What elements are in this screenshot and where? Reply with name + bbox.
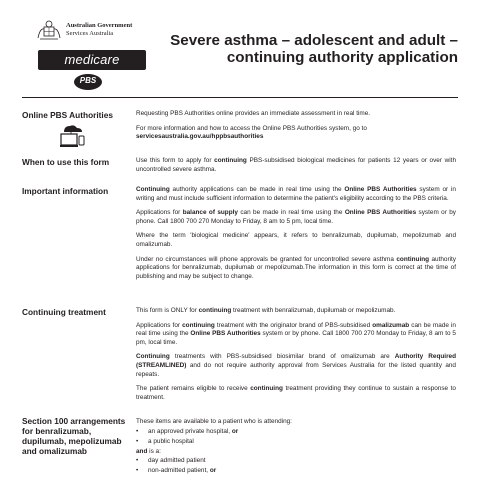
text-run: system or by phone. Call 1800 700 270 Monday to Friday, 8 am to 5 pm, local time. (136, 209, 456, 225)
text-run-bold: Continuing (136, 186, 170, 193)
text-run-bold: or (231, 427, 239, 435)
text-run-bold: continuing (250, 385, 283, 393)
heading-important-info: Important information (22, 186, 109, 196)
text-run: an approved private hospital, (148, 427, 232, 435)
list-item (136, 438, 456, 447)
text-run: treatment with the originator brand of PBS-subsidised (214, 321, 373, 329)
text-run-bold: balance of supply (182, 209, 238, 217)
text-run: treatment with benralizumab, dupilumab or mepolizumab. (231, 307, 396, 314)
medicare-logo-text: medicare (64, 52, 120, 67)
s100-and (136, 448, 456, 457)
text-run: can be made in real time using the (136, 321, 456, 338)
bullet-dot: • (136, 457, 139, 465)
text-run-bold: continuing (198, 307, 232, 314)
online-link[interactable]: servicesaustralia.gov.au/hppbsauthorities (136, 133, 264, 141)
text-run-bold: Online PBS Authorities (344, 209, 417, 217)
important-para-1 (136, 186, 456, 203)
text-run: Use this form to apply for (136, 157, 215, 164)
online-para-1: Requesting PBS Authorities online provides an immediate assessment in real time. (136, 110, 371, 117)
text-run: Under no circumstances will phone approvals be granted for uncontrolled severe asthma (136, 255, 397, 263)
text-run: treatment providing they continue to sustain a response to treatment. (136, 385, 456, 401)
government-wordmark (66, 22, 132, 38)
heading-online-pbs: Online PBS Authorities (22, 110, 113, 120)
text-run: a public hospital (148, 437, 194, 445)
text-run: day admitted patient (148, 457, 206, 465)
heading-when-to-use: When to use this form (22, 157, 110, 167)
text-run-bold: and (136, 447, 148, 455)
list-item (136, 428, 456, 437)
pbs-logo (74, 74, 102, 90)
text-run: can be made in real time using the (237, 209, 345, 217)
important-para-4 (136, 256, 456, 282)
text-run: Applications for (136, 321, 183, 329)
text-run: Applications for (136, 209, 183, 217)
section-s100-body (136, 418, 456, 478)
text-run-bold: or (209, 467, 217, 475)
text-run: treatments with PBS-subsidised biosimilar brand of omalizumab are (169, 353, 395, 361)
bullet-dot: • (136, 427, 139, 435)
title-line-2: continuing authority application (226, 49, 458, 66)
text-run-bold: Online PBS Authorities (344, 186, 417, 193)
gov-line-2: Services Australia (66, 30, 114, 37)
section-online-body (136, 110, 456, 148)
text-run-bold: Online PBS Authorities (190, 330, 261, 338)
heading-section-100: Section 100 arrangements for benralizumab, dupilumab, mepolizumab and omalizumab (22, 416, 126, 456)
text-run-bold: omalizumab (372, 321, 410, 329)
list-item (136, 457, 456, 466)
gov-line-1: Australian Government (66, 22, 133, 29)
section-important-body (136, 186, 456, 287)
coat-of-arms-icon (36, 18, 62, 44)
bullet-dot: • (136, 437, 139, 445)
important-para-3: Where the term 'biological medicine' appears, it refers to benralizumab, dupilumab, mepolizumab and omalizumab. (136, 232, 456, 248)
continuing-para-2 (136, 322, 456, 348)
text-run-bold: continuing (396, 255, 430, 263)
continuing-para-1 (136, 307, 456, 316)
text-run: non-admitted patient, (148, 467, 210, 475)
text-run: The patient remains eligible to receive (136, 385, 251, 393)
text-run: is a: (147, 447, 161, 455)
medicare-logo (38, 50, 146, 70)
text-run: PBS-subsidised biological medicines for patients 12 years or over with uncontrolled severe asthma. (136, 157, 457, 173)
header-divider (22, 97, 458, 98)
text-run-bold: Authority Required (STREAMLINED) (136, 353, 457, 369)
pbs-logo-text: PBS (79, 76, 97, 85)
important-para-2 (136, 209, 456, 226)
bullet-dot: • (136, 467, 139, 475)
online-para-2-text: For more information and how to access the Online PBS Authorities system, go to (136, 124, 367, 132)
heading-continuing-treatment: Continuing treatment (22, 307, 106, 317)
section-when-body (136, 157, 456, 180)
text-run-bold: continuing (182, 321, 215, 329)
text-run: This form is ONLY for (136, 307, 199, 314)
text-run: system or in writing and must include sufficient information to determine the patient's eligibility according to the PBS criteria. (136, 186, 456, 202)
form-title (158, 32, 458, 66)
text-run: system or by phone. Call 1800 700 270 Monday to Friday, 8 am to 5 pm, local time. (136, 330, 456, 346)
text-run: authority applications can be made in real time using the (169, 186, 345, 193)
continuing-para-4 (136, 385, 456, 402)
text-run-bold: Continuing (136, 353, 170, 361)
section-continuing-body (136, 307, 456, 408)
text-run: and do not require authority approval from Services Australia for the listed quantity and repeats. (136, 361, 456, 378)
when-para-1 (136, 157, 456, 174)
title-line-1: Severe asthma – adolescent and adult – (170, 32, 458, 49)
online-para-2 (136, 125, 456, 142)
text-run-bold: continuing (214, 157, 247, 164)
cloud-computer-icon (55, 122, 87, 150)
list-item (136, 467, 456, 476)
continuing-para-3 (136, 353, 456, 379)
s100-para-1: These items are available to a patient who is attending: (136, 418, 292, 425)
text-run: authority applications for benralizumab, dupilumab or mepolizumab.The information in this form is correct at the time of publishing and may be subject to change. (136, 255, 456, 280)
